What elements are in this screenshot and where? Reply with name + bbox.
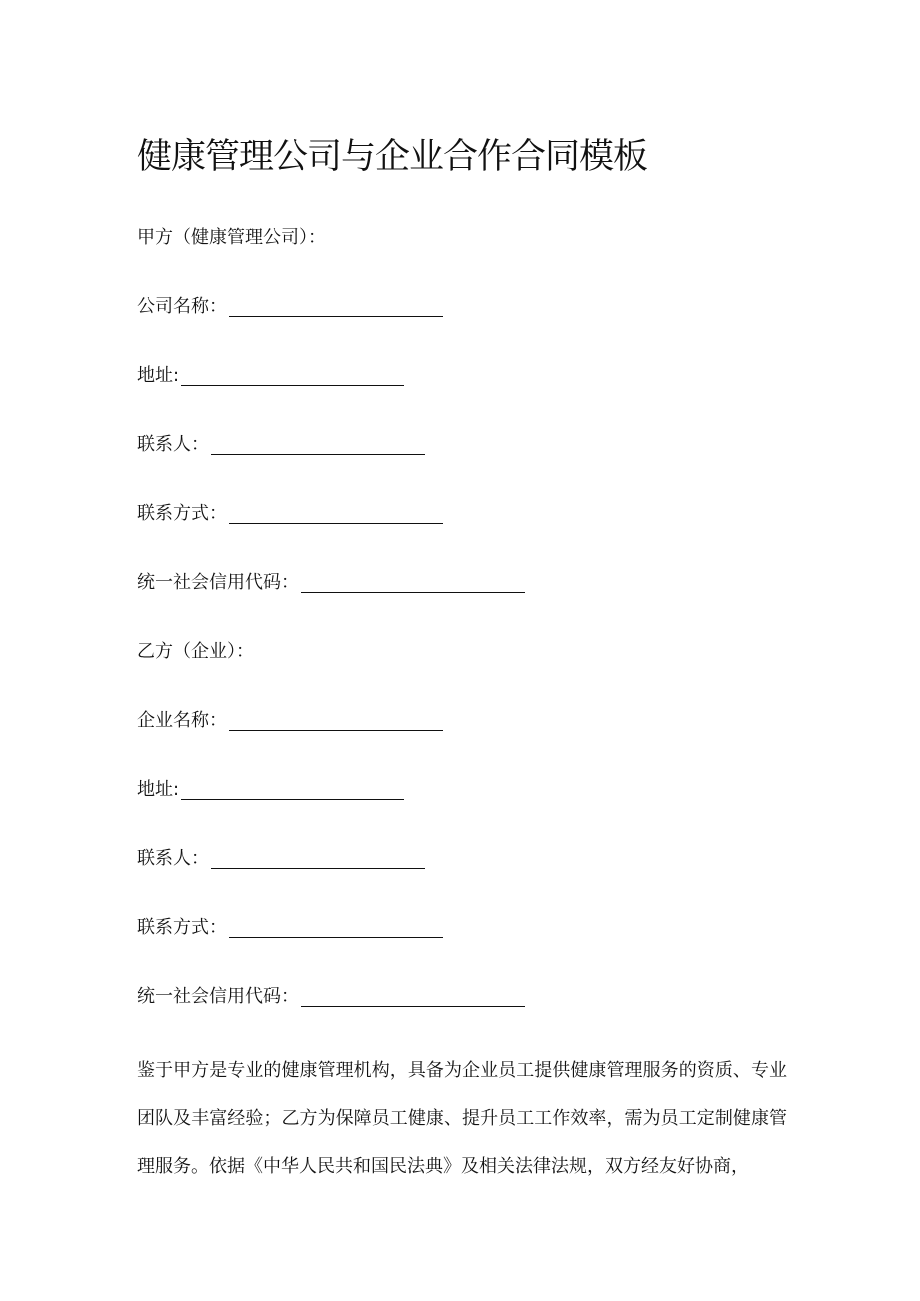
- party-a-address-label: 地址:: [137, 365, 180, 386]
- party-a-contact-method-label: 联系方式：: [137, 503, 227, 524]
- party-a-company-name-row: [137, 293, 443, 321]
- party-b-address-label: 地址:: [137, 779, 180, 800]
- party-a-credit-code-row: [137, 569, 525, 597]
- party-a-company-name-label: 公司名称：: [137, 296, 227, 317]
- party-a-contact-method-field[interactable]: [229, 503, 443, 524]
- document-title: 健康管理公司与企业合作合同模板: [137, 137, 648, 177]
- party-b-address-row: [137, 776, 404, 804]
- party-a-address-row: [137, 362, 404, 390]
- party-b-contact-row: [137, 845, 425, 873]
- party-b-company-name-field[interactable]: [229, 710, 443, 731]
- party-b-heading-text: 乙方（企业）：: [137, 641, 254, 662]
- party-a-address-field[interactable]: [181, 365, 404, 386]
- party-b-contact-label: 联系人：: [137, 848, 209, 869]
- party-b-company-name-row: [137, 707, 443, 735]
- party-b-contact-method-field[interactable]: [229, 917, 443, 938]
- party-b-contact-method-label: 联系方式：: [137, 917, 227, 938]
- party-b-credit-code-label: 统一社会信用代码：: [137, 986, 299, 1007]
- party-a-heading: [137, 224, 326, 252]
- party-a-contact-row: [137, 431, 425, 459]
- preamble-paragraph: 鉴于甲方是专业的健康管理机构，具备为企业员工提供健康管理服务的资质、专业团队及丰富经验；乙方为保障员工健康、提升员工工作效率，需为员工定制健康管理服务。依据《中华人民共和国民法典》及相关法律法规，双方经友好协商，: [137, 1060, 787, 1177]
- party-b-credit-code-row: [137, 983, 525, 1011]
- party-b-contact-field[interactable]: [211, 848, 425, 869]
- party-b-company-name-label: 企业名称：: [137, 710, 227, 731]
- party-b-contact-method-row: [137, 914, 443, 942]
- party-a-contact-field[interactable]: [211, 434, 425, 455]
- party-a-heading-text: 甲方（健康管理公司）：: [137, 227, 326, 248]
- party-b-credit-code-field[interactable]: [301, 986, 525, 1007]
- party-a-contact-label: 联系人：: [137, 434, 209, 455]
- party-a-contact-method-row: [137, 500, 443, 528]
- party-a-company-name-field[interactable]: [229, 296, 443, 317]
- party-b-heading: [137, 638, 254, 666]
- party-a-credit-code-field[interactable]: [301, 572, 525, 593]
- party-b-address-field[interactable]: [181, 779, 404, 800]
- party-a-credit-code-label: 统一社会信用代码：: [137, 572, 299, 593]
